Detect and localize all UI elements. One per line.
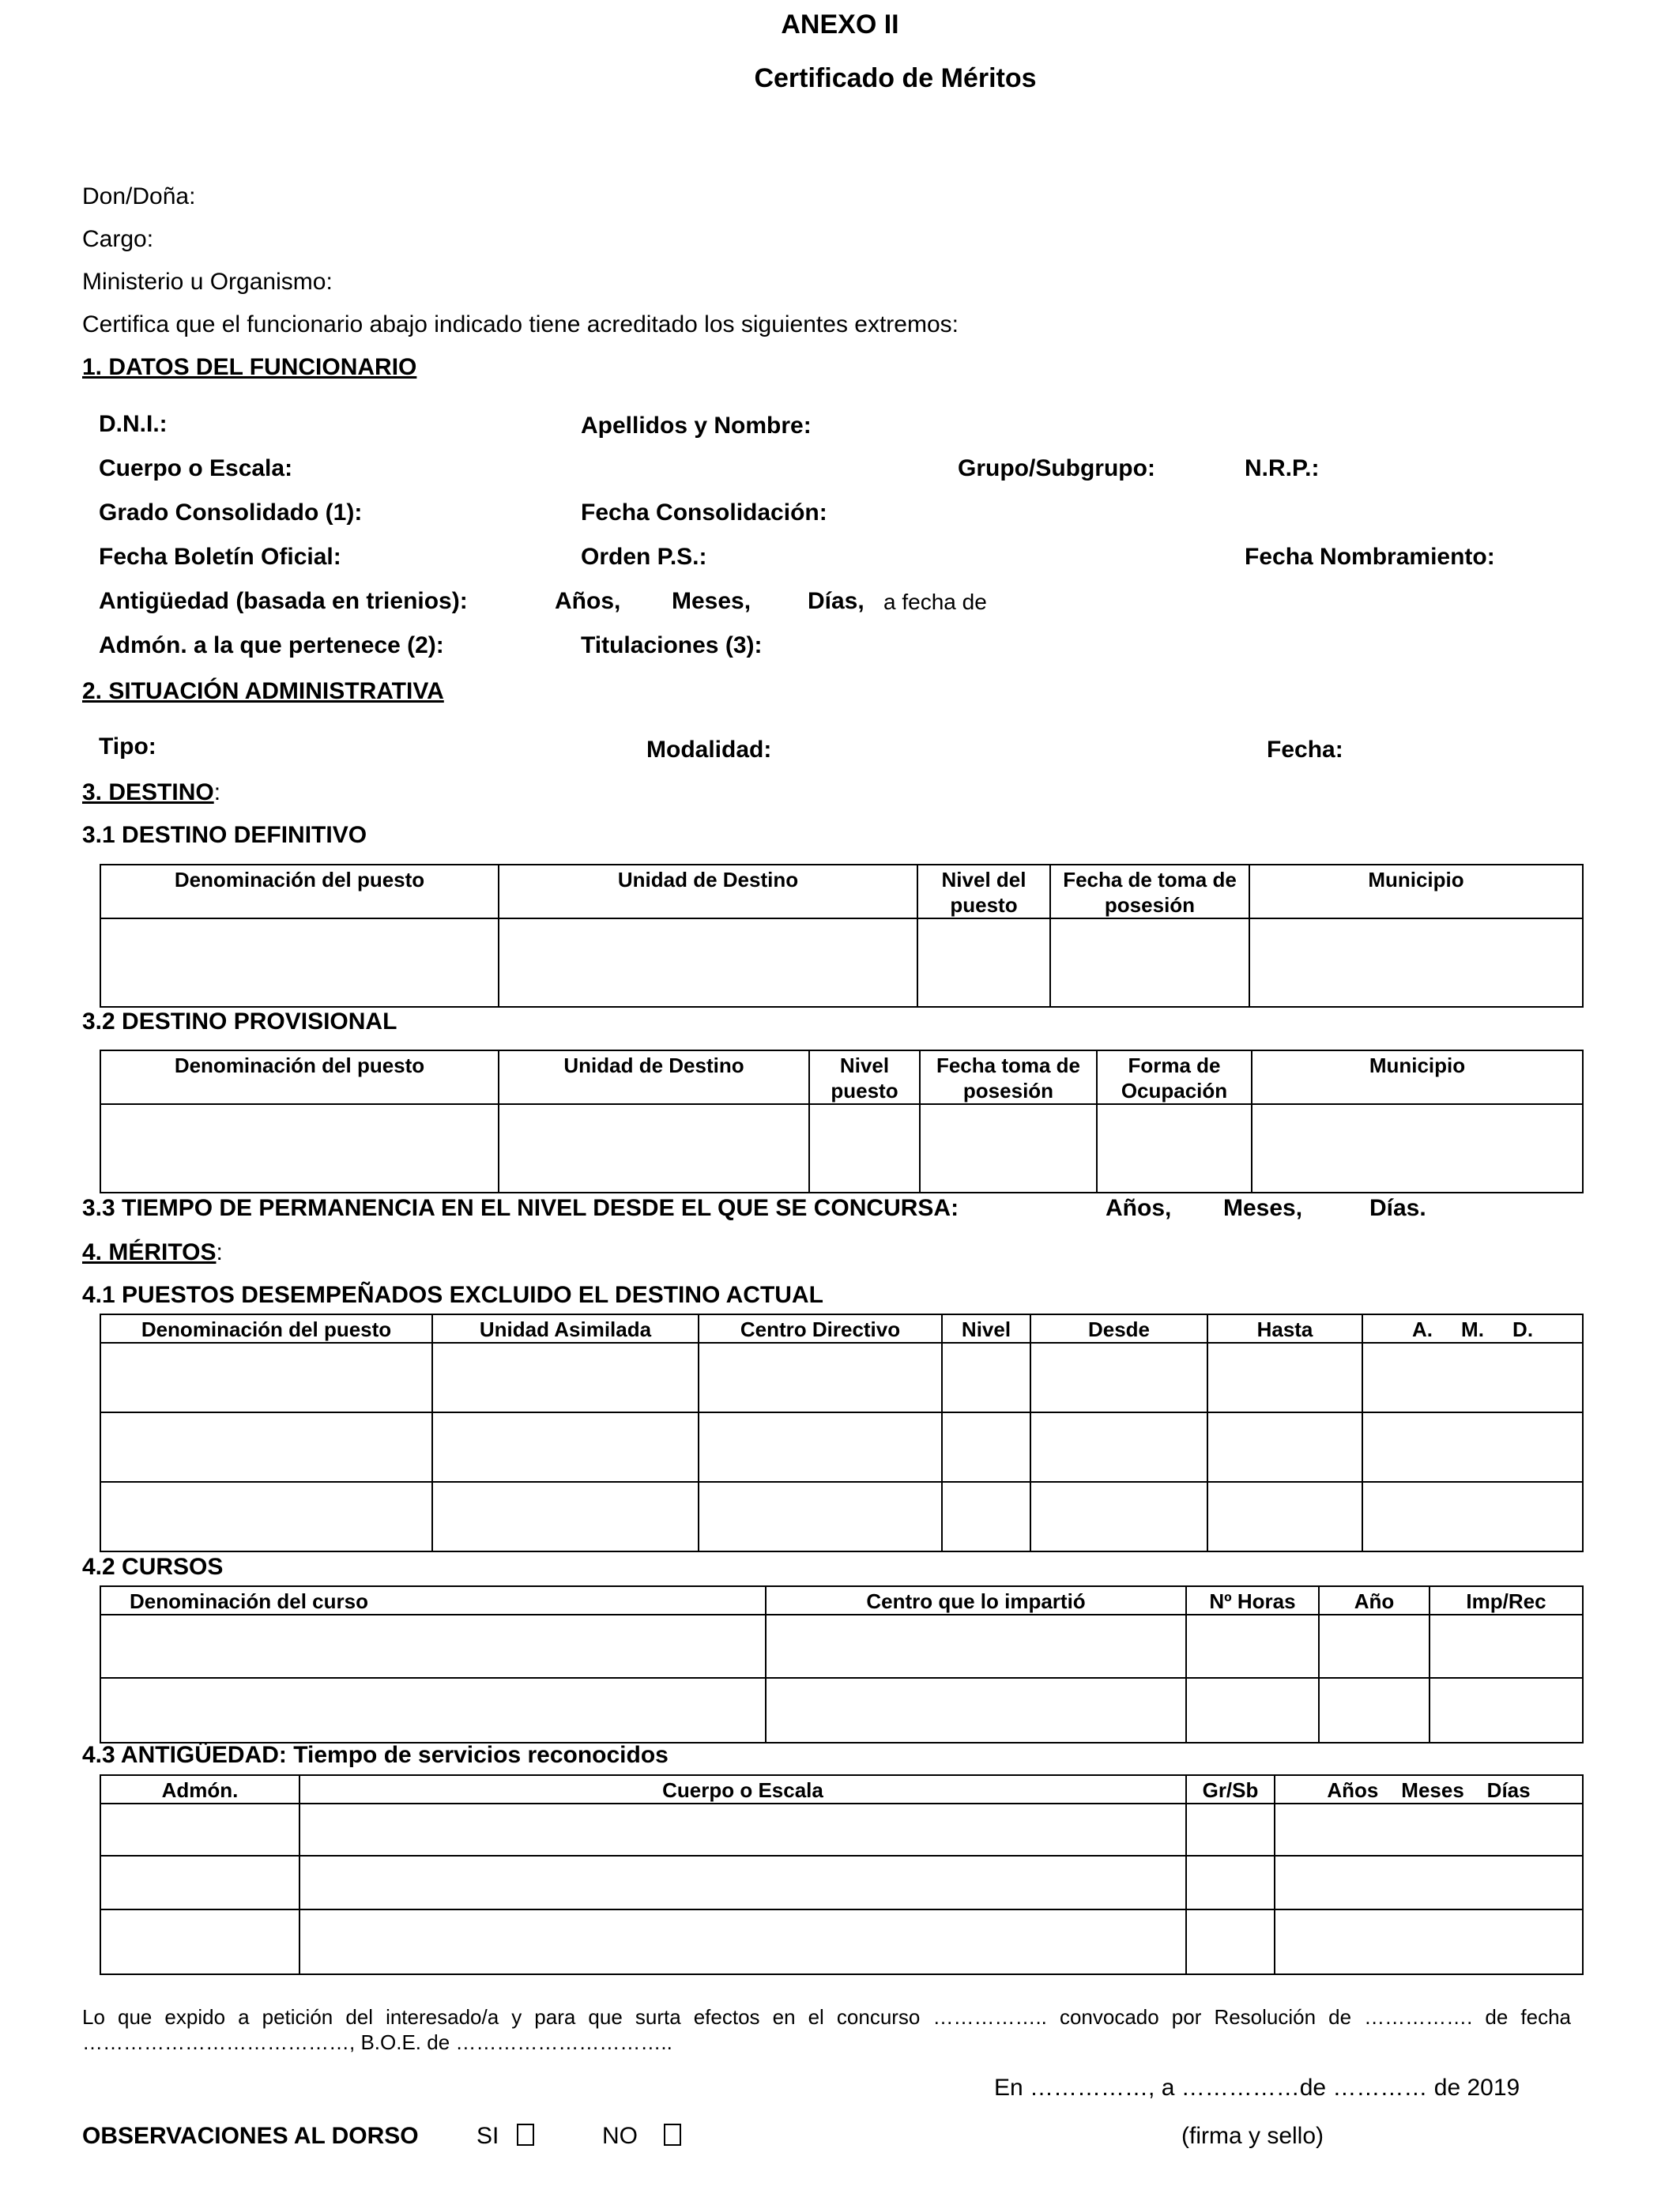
- table-cell[interactable]: [499, 1104, 809, 1193]
- no-checkbox[interactable]: [664, 2124, 681, 2146]
- fecha-boletin-label: Fecha Boletín Oficial:: [99, 544, 341, 570]
- no-label: NO: [602, 2123, 638, 2149]
- table-row: [100, 1104, 1583, 1193]
- s31-col-municipio: Municipio: [1249, 865, 1583, 918]
- s32-heading: 3.2 DESTINO PROVISIONAL: [82, 1008, 397, 1035]
- s42-col-horas: Nº Horas: [1186, 1586, 1319, 1615]
- table-cell[interactable]: [1362, 1412, 1583, 1482]
- table-cell[interactable]: [1362, 1343, 1583, 1412]
- table-cell[interactable]: [100, 1856, 299, 1909]
- table-cell[interactable]: [1207, 1343, 1362, 1412]
- s31-col-denominacion: Denominación del puesto: [100, 865, 499, 918]
- s33-heading: 3.3 TIEMPO DE PERMANENCIA EN EL NIVEL DESDE EL QUE SE CONCURSA:: [82, 1195, 959, 1221]
- s41-table: [100, 1314, 1584, 1552]
- table-cell[interactable]: [1362, 1482, 1583, 1551]
- s32-col-fecha: Fecha toma de posesión: [920, 1050, 1097, 1104]
- don-dona-label: Don/Doña:: [82, 183, 196, 209]
- table-row: [100, 1909, 1583, 1974]
- s41-col-hasta: Hasta: [1207, 1314, 1362, 1343]
- table-cell[interactable]: [1186, 1678, 1319, 1743]
- table-cell[interactable]: [299, 1804, 1186, 1856]
- table-cell[interactable]: [100, 1678, 766, 1743]
- apellidos-label: Apellidos y Nombre:: [581, 413, 812, 439]
- s43-table: [100, 1774, 1584, 1975]
- table-cell[interactable]: [920, 1104, 1097, 1193]
- table-cell[interactable]: [100, 1615, 766, 1678]
- s32-col-unidad: Unidad de Destino: [499, 1050, 809, 1104]
- table-cell[interactable]: [100, 1909, 299, 1974]
- s41-col-denominacion: Denominación del puesto: [100, 1314, 432, 1343]
- fecha-label: Fecha:: [1267, 737, 1343, 763]
- table-cell[interactable]: [1275, 1909, 1583, 1974]
- s33-anos: Años,: [1106, 1195, 1172, 1221]
- table-cell[interactable]: [699, 1412, 942, 1482]
- s31-col-unidad: Unidad de Destino: [499, 865, 917, 918]
- table-row: [100, 1482, 1583, 1551]
- table-cell[interactable]: [100, 1804, 299, 1856]
- s32-col-nivel: Nivel puesto: [809, 1050, 920, 1104]
- tipo-label: Tipo:: [99, 733, 156, 760]
- table-cell[interactable]: [432, 1343, 699, 1412]
- table-cell[interactable]: [766, 1678, 1186, 1743]
- table-cell[interactable]: [1030, 1343, 1207, 1412]
- table-cell[interactable]: [1207, 1482, 1362, 1551]
- place-date-line: En ……………, a ……………de ………… de 2019: [994, 2075, 1520, 2101]
- table-row: [100, 1678, 1583, 1743]
- table-cell[interactable]: [1186, 1909, 1275, 1974]
- s33-meses: Meses,: [1223, 1195, 1303, 1221]
- table-row: [100, 1804, 1583, 1856]
- antiguedad-anos: Años,: [555, 588, 621, 614]
- s41-heading: 4.1 PUESTOS DESEMPEÑADOS EXCLUIDO EL DESTINO ACTUAL: [82, 1282, 823, 1308]
- table-cell[interactable]: [942, 1482, 1030, 1551]
- ministerio-label: Ministerio u Organismo:: [82, 269, 333, 295]
- table-cell[interactable]: [942, 1412, 1030, 1482]
- s42-heading: 4.2 CURSOS: [82, 1554, 224, 1580]
- admon-label: Admón. a la que pertenece (2):: [99, 632, 444, 658]
- table-row: [100, 1615, 1583, 1678]
- s32-table: [100, 1050, 1584, 1193]
- antiguedad-dias: Días,: [808, 588, 864, 614]
- s42-col-imprec: Imp/Rec: [1430, 1586, 1583, 1615]
- certifica-text: Certifica que el funcionario abajo indicado tiene acreditado los siguientes extremos:: [82, 311, 959, 337]
- table-cell[interactable]: [1186, 1856, 1275, 1909]
- table-cell[interactable]: [100, 918, 499, 1007]
- cuerpo-label: Cuerpo o Escala:: [99, 455, 293, 481]
- table-cell[interactable]: [1249, 918, 1583, 1007]
- s42-col-ano: Año: [1319, 1586, 1430, 1615]
- s33-dias: Días.: [1369, 1195, 1426, 1221]
- table-cell[interactable]: [766, 1615, 1186, 1678]
- section2-heading: 2. SITUACIÓN ADMINISTRATIVA: [82, 678, 444, 704]
- table-cell[interactable]: [299, 1856, 1186, 1909]
- s41-col-amd: A. M. D.: [1362, 1314, 1583, 1343]
- table-cell[interactable]: [1097, 1104, 1252, 1193]
- s32-col-denominacion: Denominación del puesto: [100, 1050, 499, 1104]
- s43-col-cuerpo: Cuerpo o Escala: [299, 1775, 1186, 1804]
- table-cell[interactable]: [699, 1343, 942, 1412]
- table-cell[interactable]: [1207, 1412, 1362, 1482]
- a-fecha-de: a fecha de: [883, 590, 987, 614]
- s41-col-desde: Desde: [1030, 1314, 1207, 1343]
- table-row: [100, 1343, 1583, 1412]
- table-cell[interactable]: [1030, 1482, 1207, 1551]
- si-label: SI: [477, 2123, 499, 2149]
- dni-label: D.N.I.:: [99, 411, 168, 437]
- statement-text: Lo que expido a petición del interesado/a y para que surta efectos en el concurso …………….. convocado por Resolución de ……………. de fecha …………………………………, B.O.E. de …………………………..: [82, 2005, 1571, 2054]
- table-cell[interactable]: [699, 1482, 942, 1551]
- s43-col-amd: Años Meses Días: [1275, 1775, 1583, 1804]
- cargo-label: Cargo:: [82, 226, 154, 252]
- s31-heading: 3.1 DESTINO DEFINITIVO: [82, 822, 367, 848]
- titulaciones-label: Titulaciones (3):: [581, 632, 763, 658]
- firma-label: (firma y sello): [1181, 2123, 1324, 2149]
- s32-col-municipio: Municipio: [1252, 1050, 1583, 1104]
- s42-col-centro: Centro que lo impartió: [766, 1586, 1186, 1615]
- s43-col-admon: Admón.: [100, 1775, 299, 1804]
- table-cell[interactable]: [1275, 1804, 1583, 1856]
- annex-title: ANEXO II: [781, 9, 899, 40]
- s31-col-fecha: Fecha de toma de posesión: [1050, 865, 1249, 918]
- section4-heading-colon: :: [216, 1239, 223, 1265]
- orden-ps-label: Orden P.S.:: [581, 544, 707, 570]
- section4-heading-text: 4. MÉRITOS: [82, 1239, 217, 1265]
- s32-col-forma: Forma de Ocupación: [1097, 1050, 1252, 1104]
- table-cell[interactable]: [1186, 1804, 1275, 1856]
- section1-heading: 1. DATOS DEL FUNCIONARIO: [82, 354, 417, 380]
- table-cell[interactable]: [432, 1482, 699, 1551]
- antiguedad-meses: Meses,: [672, 588, 751, 614]
- fecha-nombramiento-label: Fecha Nombramiento:: [1245, 544, 1495, 570]
- si-checkbox[interactable]: [517, 2124, 534, 2146]
- s42-col-denominacion: Denominación del curso: [100, 1586, 766, 1615]
- s43-heading: 4.3 ANTIGÜEDAD: Tiempo de servicios reconocidos: [82, 1742, 669, 1768]
- section4-heading: [82, 1239, 223, 1266]
- s31-table: [100, 864, 1584, 1008]
- page-title: Certificado de Méritos: [754, 63, 1037, 93]
- table-cell[interactable]: [1319, 1615, 1430, 1678]
- table-cell[interactable]: [100, 1482, 432, 1551]
- table-cell[interactable]: [1430, 1678, 1583, 1743]
- fecha-consolidacion-label: Fecha Consolidación:: [581, 499, 827, 526]
- section3-heading: [82, 779, 220, 806]
- table-row: [100, 918, 1583, 1007]
- s42-table: [100, 1585, 1584, 1744]
- modalidad-label: Modalidad:: [646, 737, 772, 763]
- antiguedad-label: Antigüedad (basada en trienios):: [99, 588, 468, 614]
- section3-heading-text: 3. DESTINO: [82, 779, 214, 805]
- table-cell[interactable]: [299, 1909, 1186, 1974]
- table-cell[interactable]: [499, 918, 917, 1007]
- table-cell[interactable]: [100, 1412, 432, 1482]
- table-cell[interactable]: [917, 918, 1050, 1007]
- s41-col-centro: Centro Directivo: [699, 1314, 942, 1343]
- table-cell[interactable]: [1186, 1615, 1319, 1678]
- table-cell[interactable]: [100, 1104, 499, 1193]
- grado-label: Grado Consolidado (1):: [99, 499, 363, 526]
- table-cell[interactable]: [1275, 1856, 1583, 1909]
- table-cell[interactable]: [1030, 1412, 1207, 1482]
- table-cell[interactable]: [1319, 1678, 1430, 1743]
- table-cell[interactable]: [432, 1412, 699, 1482]
- table-cell[interactable]: [1252, 1104, 1583, 1193]
- table-row: [100, 1412, 1583, 1482]
- s41-col-nivel: Nivel: [942, 1314, 1030, 1343]
- grupo-label: Grupo/Subgrupo:: [958, 455, 1155, 481]
- table-cell[interactable]: [809, 1104, 920, 1193]
- table-cell[interactable]: [100, 1343, 432, 1412]
- s31-col-nivel: Nivel del puesto: [917, 865, 1050, 918]
- table-row: [100, 1856, 1583, 1909]
- table-cell[interactable]: [1430, 1615, 1583, 1678]
- observaciones-label: OBSERVACIONES AL DORSO: [82, 2123, 419, 2149]
- s43-col-grsb: Gr/Sb: [1186, 1775, 1275, 1804]
- s41-col-unidad: Unidad Asimilada: [432, 1314, 699, 1343]
- table-cell[interactable]: [1050, 918, 1249, 1007]
- section3-heading-colon: :: [213, 779, 221, 805]
- nrp-label: N.R.P.:: [1245, 455, 1320, 481]
- table-cell[interactable]: [942, 1343, 1030, 1412]
